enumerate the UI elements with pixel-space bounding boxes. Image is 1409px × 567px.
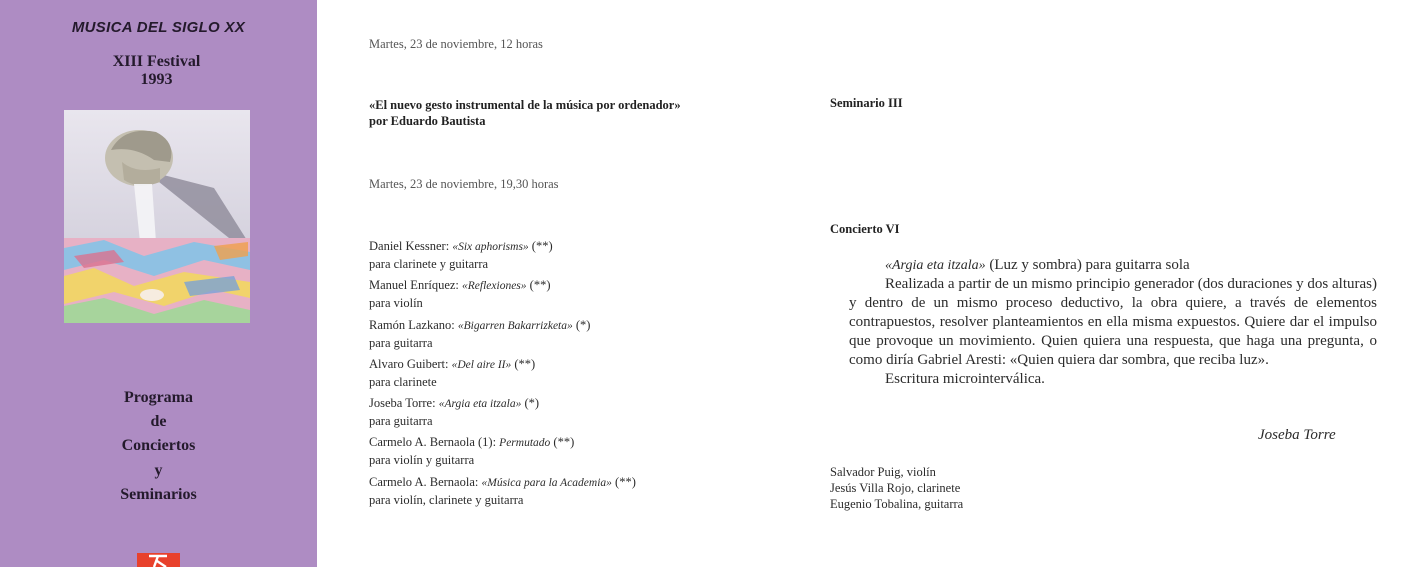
notes-closing: Escritura microinterválica. [885, 371, 1045, 387]
work-title: «Del aire II» [451, 359, 512, 371]
premiere-mark: (**) [526, 278, 551, 292]
cover-festival [0, 53, 313, 89]
notes-work-heading [849, 256, 1377, 275]
performer: Salvador Puig, violín [830, 465, 936, 479]
composer: Daniel Kessner: [369, 239, 453, 253]
premiere-mark: (**) [611, 475, 636, 489]
work-title: «Música para la Academia» [481, 477, 612, 489]
work-title: Permutado [499, 437, 551, 449]
seminar-date: Martes, 23 de noviembre, 12 horas [369, 37, 543, 51]
work-title: «Bigarren Bakarrizketa» [457, 320, 573, 332]
composer: Alvaro Guibert: [369, 357, 452, 371]
composer: Carmelo A. Bernaola: [369, 475, 482, 489]
composer: Ramón Lazkano: [369, 318, 458, 332]
notes-signature: Joseba Torre [1258, 427, 1336, 443]
work-scoring: para guitarra [369, 336, 433, 350]
program-item [369, 356, 535, 391]
concert-label: Concierto VI [830, 222, 900, 236]
cover-panel [0, 0, 317, 567]
program-item [369, 395, 539, 430]
premiere-mark: (*) [521, 396, 540, 410]
cover-program-line: Conciertos [121, 437, 196, 455]
program-item [369, 474, 636, 509]
program-item [369, 277, 551, 312]
seminar-title-line1: «El nuevo gesto instrumental de la música por ordenador» [369, 98, 681, 112]
festival-name: XIII Festival [112, 53, 201, 70]
premiere-mark: (**) [528, 239, 553, 253]
seminar-label: Seminario III [830, 96, 903, 110]
work-title: «Reflexiones» [462, 280, 527, 292]
work-scoring: para violín y guitarra [369, 453, 475, 467]
cover-artwork [64, 110, 250, 323]
cover-program-line: Programa [123, 389, 193, 406]
premiere-mark: (*) [572, 318, 591, 332]
performer: Jesús Villa Rojo, clarinete [830, 481, 961, 495]
program-item [369, 434, 574, 469]
composer: Joseba Torre: [369, 396, 439, 410]
festival-logo [137, 553, 180, 567]
cover-program [0, 386, 317, 507]
notes-body: Realizada a partir de un mismo principio generador (dos duraciones y dos alturas) y dentro de un mismo proceso deductivo, la obra quiere, a través de elementos contrapuestos, resolver planteamientos en ella misma expuestos. Quiere dar el impulso que provoque un movimiento. Quien quiera una respuesta, que haga una pregunta, o como diría Gabriel Aresti: «Quien quiera dar sombra, que reciba luz». [849, 276, 1377, 368]
premiere-mark: (**) [511, 357, 536, 371]
concert-date: Martes, 23 de noviembre, 19,30 horas [369, 177, 559, 191]
cover-program-line: de [150, 413, 167, 431]
work-scoring: para clarinete [369, 375, 437, 389]
program-item [369, 238, 553, 273]
work-title: «Argia eta itzala» [438, 398, 522, 410]
work-scoring: para violín [369, 296, 423, 310]
notes-work-title: «Argia eta itzala» [885, 258, 986, 273]
work-scoring: para violín, clarinete y guitarra [369, 493, 524, 507]
premiere-mark: (**) [550, 435, 575, 449]
seminar-title-line2: por Eduardo Bautista [369, 114, 486, 128]
notes-work-rest: (Luz y sombra) para guitarra sola [985, 257, 1190, 273]
cover-program-line: y [154, 461, 163, 479]
performers-list [830, 464, 963, 512]
program-notes [849, 256, 1377, 389]
program-item [369, 317, 590, 352]
cover-program-line: Seminarios [120, 485, 197, 503]
work-scoring: para guitarra [369, 414, 433, 428]
work-title: «Six aphorisms» [452, 241, 529, 253]
performer: Eugenio Tobalina, guitarra [830, 497, 964, 511]
composer: Manuel Enríquez: [369, 278, 463, 292]
composer: Carmelo A. Bernaola (1): [369, 435, 500, 449]
festival-year: 1993 [140, 71, 173, 88]
cover-title: MUSICA DEL SIGLO XX [71, 19, 246, 36]
work-scoring: para clarinete y guitarra [369, 257, 489, 271]
